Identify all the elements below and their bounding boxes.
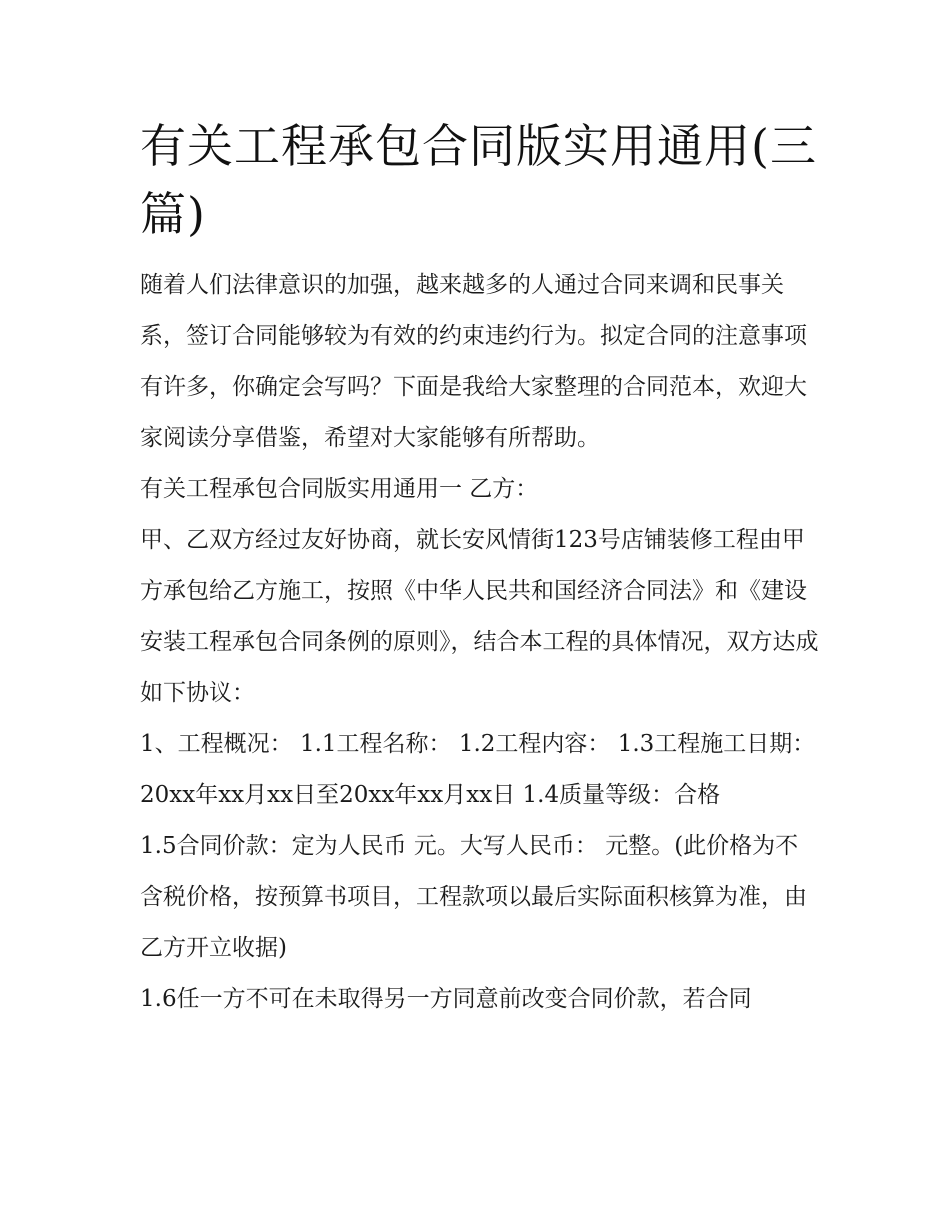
paragraph-intro: 随着人们法律意识的加强，越来越多的人通过合同来调和民事关系，签订合同能够较为有效的约束违约行为。拟定合同的注意事项有许多，你确定会写吗？下面是我给大家整理的合同范本，欢迎大家阅读分享借鉴，希望对大家能够有所帮助。 bbox=[140, 272, 807, 451]
paragraph-price-change: 1.6任一方不可在未取得另一方同意前改变合同价款，若合同 bbox=[140, 986, 752, 1012]
document-title: 有关工程承包合同版实用通用(三篇) bbox=[140, 119, 817, 241]
paragraph-contract-heading: 有关工程承包合同版实用通用一 乙方： bbox=[140, 476, 539, 502]
paragraph-contract-price: 1.5合同价款：定为人民币 元。大写人民币： 元整。(此价格为不含税价格，按预算书项目，工程款项以最后实际面积核算为准，由乙方开立收据) bbox=[140, 833, 807, 961]
document-body bbox=[140, 112, 820, 1025]
paragraph-project-overview: 1、工程概况： 1.1工程名称： 1.2工程内容： 1.3工程施工日期：20xx年xx月xx日至20xx年xx月xx日 1.4质量等级：合格 bbox=[140, 731, 816, 808]
paragraph-agreement: 甲、乙双方经过友好协商，就长安风情街123号店铺装修工程由甲方承包给乙方施工，按照《中华人民共和国经济合同法》和《建设安装工程承包合同条例的原则》，结合本工程的具体情况，双方达成如下协议： bbox=[140, 527, 819, 706]
